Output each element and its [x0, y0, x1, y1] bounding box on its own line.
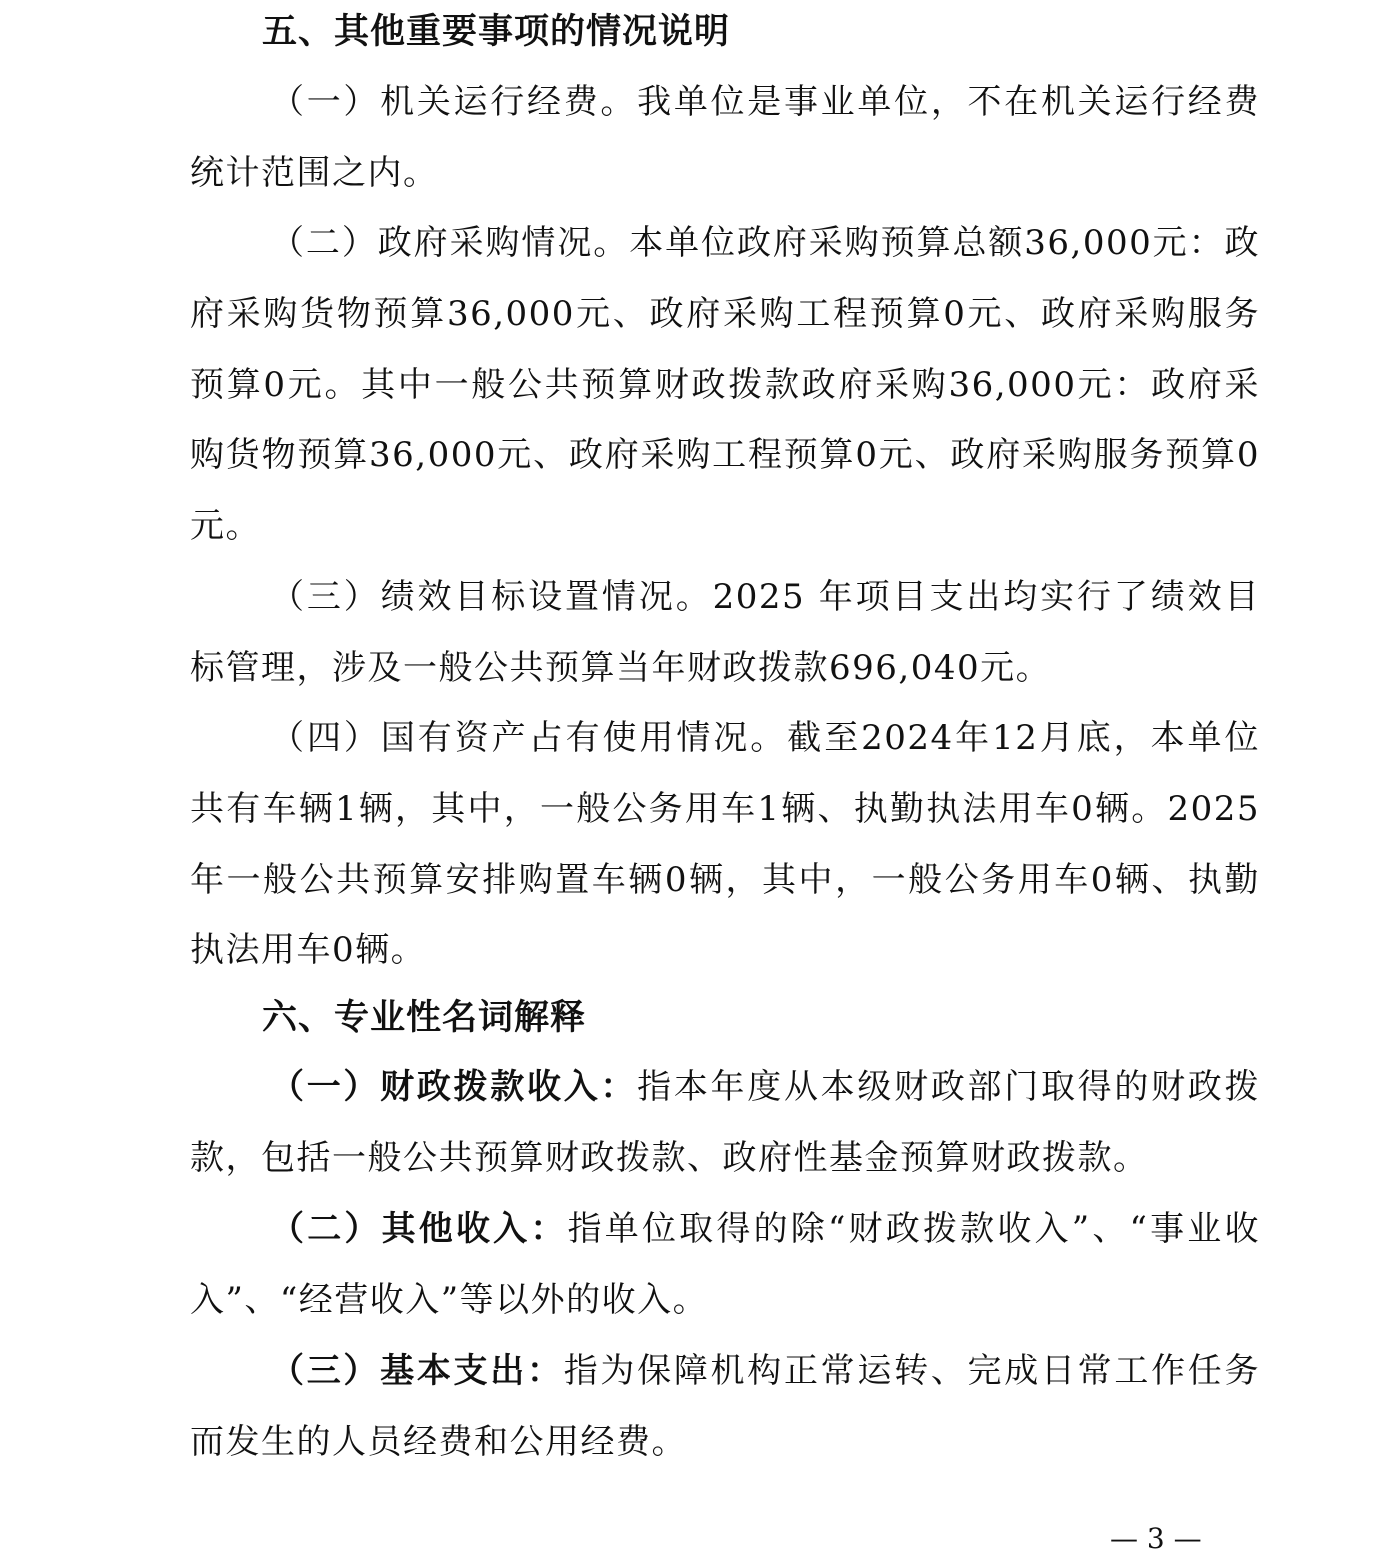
page-number: — 3 —	[1110, 1522, 1202, 1555]
paragraph-government-procurement	[190, 208, 1260, 562]
term-label: （二）其他收入：	[270, 1209, 568, 1249]
paragraph-lead: （四）国有资产占有使用情况。	[270, 718, 788, 758]
paragraph-fiscal-appropriation-income	[190, 1052, 1260, 1194]
paragraph-body: 截至2024年12月底，本单位共有车辆1辆，其中，一般公务用车1辆、执勤执法用车0辆。2025年一般公共预算安排购置车辆0辆，其中，一般公务用车0辆、执勤执法用车0辆。	[190, 718, 1261, 971]
paragraph-lead: （一）机关运行经费。	[270, 82, 638, 122]
term-definition: 指为保障机构正常运转、完成日常工作任务而发生的人员经费和公用经费。	[190, 1351, 1261, 1462]
term-label: （一）财政拨款收入：	[270, 1067, 638, 1107]
paragraph-body: 2025 年项目支出均实行了绩效目标管理，涉及一般公共预算当年财政拨款696,040元。	[190, 577, 1260, 688]
paragraph-lead: （三）绩效目标设置情况。	[270, 577, 713, 617]
term-label: （三）基本支出：	[270, 1351, 564, 1391]
paragraph-performance-targets	[190, 562, 1260, 704]
paragraph-lead: （二）政府采购情况。	[270, 223, 630, 263]
section-5-heading: 五、其他重要事项的情况说明	[262, 12, 731, 52]
paragraph-body: 本单位政府采购预算总额36,000元：政府采购货物预算36,000元、政府采购工程预算0元、政府采购服务预算0元。其中一般公共预算财政拨款政府采购36,000元：政府采购货物预算36,000元、政府采购工程预算0元、政府采购服务预算0元。	[190, 223, 1261, 547]
paragraph-other-income	[190, 1194, 1260, 1336]
term-definition: 指本年度从本级财政部门取得的财政拨款，包括一般公共预算财政拨款、政府性基金预算财政拨款。	[190, 1067, 1261, 1178]
paragraph-basic-expenditure	[190, 1336, 1260, 1478]
paragraph-body: 我单位是事业单位，不在机关运行经费统计范围之内。	[190, 82, 1261, 193]
term-definition: 指单位取得的除“财政拨款收入”、“事业收入”、“经营收入”等以外的收入。	[190, 1209, 1260, 1320]
paragraph-operating-expenses	[190, 67, 1260, 209]
section-6-heading: 六、专业性名词解释	[262, 998, 587, 1038]
paragraph-state-assets	[190, 703, 1260, 986]
